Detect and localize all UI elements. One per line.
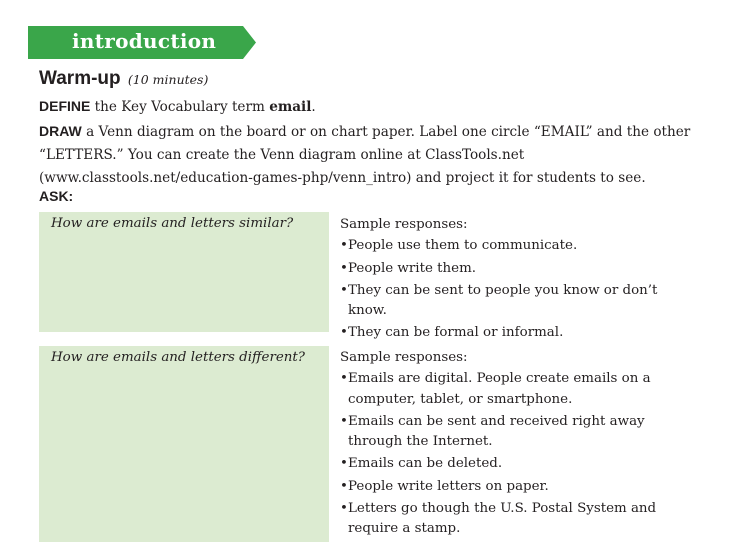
sample-responses-label: Sample responses: — [340, 350, 468, 365]
define-text-end: . — [311, 99, 316, 115]
section-banner — [28, 26, 256, 59]
warmup-title: Warm-up — [39, 68, 121, 89]
response-item: • They can be sent to people you know or don’t know. — [340, 281, 700, 322]
ask-label: ASK: — [39, 188, 74, 204]
response-item: • People write them. — [340, 259, 700, 279]
response-item: • Letters go though the U.S. Postal System and require a stamp. — [340, 499, 700, 540]
question-box — [39, 212, 329, 332]
warmup-heading — [39, 68, 208, 90]
response-list — [340, 236, 700, 343]
warmup-time: (10 minutes) — [127, 72, 209, 87]
response-item: • People write letters on paper. — [340, 477, 700, 497]
sample-responses — [340, 214, 700, 346]
section-title: introduction — [72, 29, 217, 53]
define-instruction — [39, 95, 729, 119]
response-item: • They can be formal or informal. — [340, 323, 700, 343]
sample-responses — [340, 347, 700, 542]
question-box — [39, 346, 329, 542]
draw-text: a Venn diagram on the board or on chart paper. Label one circle “EMAIL” and the other “LETTERS.” You can create the Venn diagram online at ClassTools.net (www.classtools.net/education-games-php/venn_intro) and project it for students to see. — [39, 124, 691, 186]
draw-instruction — [39, 120, 729, 190]
response-item: • Emails can be deleted. — [340, 454, 700, 474]
question-text: How are emails and letters similar? — [51, 216, 294, 231]
define-lead: DEFINE — [39, 98, 91, 114]
draw-lead: DRAW — [39, 123, 82, 139]
response-item: • People use them to communicate. — [340, 236, 700, 256]
response-item: • Emails are digital. People create emails on a computer, tablet, or smartphone. — [340, 369, 700, 410]
define-text: the Key Vocabulary term — [90, 99, 270, 115]
response-item: • Emails can be sent and received right away through the Internet. — [340, 412, 700, 453]
define-term: email — [269, 99, 312, 115]
question-text: How are emails and letters different? — [51, 350, 305, 365]
response-list — [340, 369, 700, 539]
sample-responses-label: Sample responses: — [340, 217, 468, 232]
